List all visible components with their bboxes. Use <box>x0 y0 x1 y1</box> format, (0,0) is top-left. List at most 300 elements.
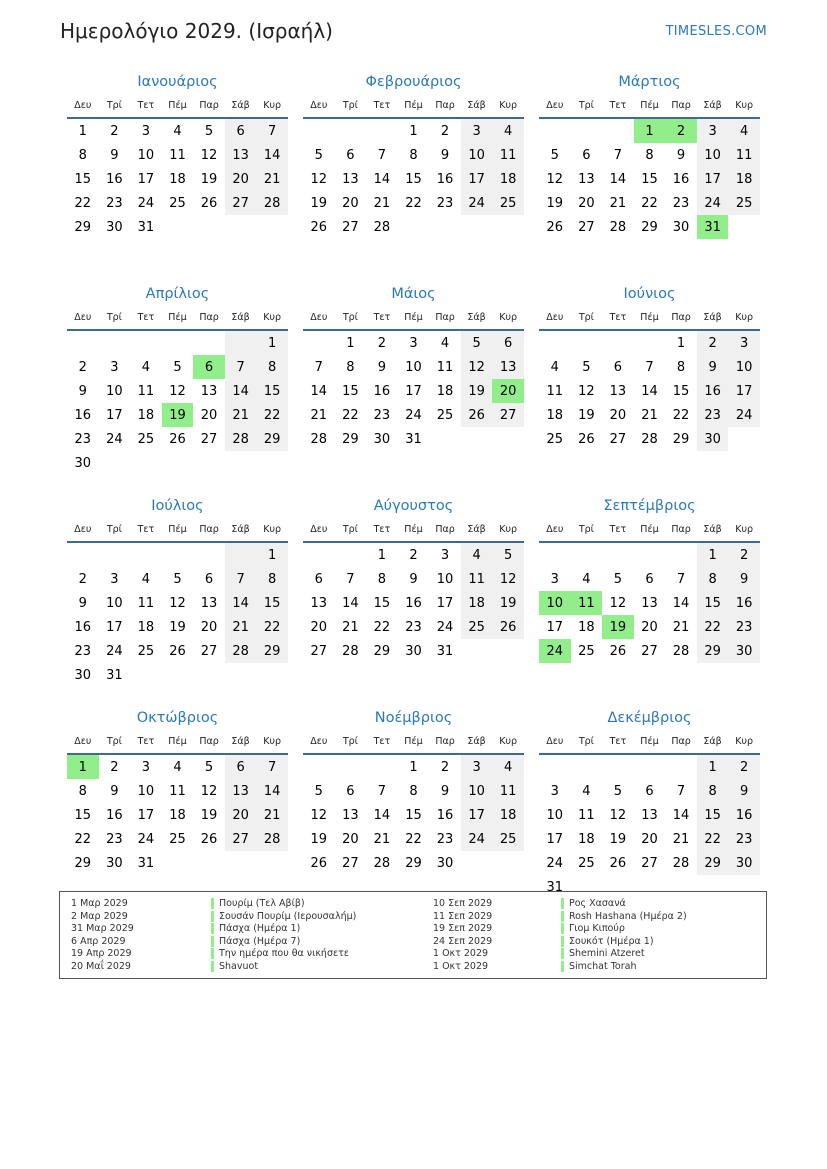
day-cell[interactable]: 20 <box>225 167 257 191</box>
day-cell[interactable]: 19 <box>200 807 218 823</box>
day-cell[interactable]: 23 <box>106 195 123 211</box>
day-cell[interactable]: 26 <box>310 855 328 871</box>
day-cell[interactable]: 25 <box>137 431 155 447</box>
day-cell[interactable]: 1 <box>346 335 355 351</box>
day-cell[interactable]: 3 <box>461 754 493 779</box>
day-cell[interactable]: 29 <box>697 639 729 663</box>
day-cell[interactable]: 30 <box>728 851 760 875</box>
day-cell[interactable]: 23 <box>672 195 690 211</box>
day-cell[interactable]: 5 <box>582 359 591 375</box>
day-cell[interactable]: 16 <box>106 171 123 187</box>
day-cell[interactable]: 2 <box>697 330 729 355</box>
day-cell[interactable]: 25 <box>578 855 595 871</box>
day-cell[interactable]: 19 <box>310 831 328 847</box>
day-cell[interactable]: 22 <box>74 195 92 211</box>
day-cell[interactable]: 16 <box>74 619 92 635</box>
day-cell[interactable]: 7 <box>613 147 623 163</box>
day-cell[interactable]: 28 <box>672 643 690 659</box>
day-cell[interactable]: 10 <box>106 595 123 611</box>
day-cell[interactable]: 15 <box>74 171 92 187</box>
day-cell[interactable]: 25 <box>461 615 493 639</box>
day-cell[interactable]: 3 <box>141 759 151 775</box>
day-cell[interactable]: 24 <box>546 855 564 871</box>
day-cell[interactable]: 27 <box>225 191 257 215</box>
day-cell[interactable]: 2 <box>110 759 119 775</box>
day-cell[interactable]: 12 <box>200 147 218 163</box>
day-cell[interactable]: 21 <box>225 403 257 427</box>
day-cell[interactable]: 5 <box>173 571 182 587</box>
day-cell[interactable]: 9 <box>78 383 87 399</box>
day-cell[interactable]: 26 <box>310 219 328 235</box>
day-cell[interactable]: 24 <box>405 407 422 423</box>
day-cell[interactable]: 5 <box>204 123 214 139</box>
day-cell[interactable]: 25 <box>728 191 760 215</box>
day-cell[interactable]: 10 <box>137 147 155 163</box>
day-cell[interactable]: 15 <box>74 807 92 823</box>
day-cell[interactable]: 7 <box>256 118 288 143</box>
day-cell[interactable]: 30 <box>728 639 760 663</box>
day-cell[interactable]: 15 <box>405 171 422 187</box>
day-cell[interactable]: 10 <box>546 807 564 823</box>
day-cell[interactable]: 11 <box>492 779 524 803</box>
day-cell[interactable]: 18 <box>578 831 595 847</box>
day-cell[interactable]: 2 <box>728 754 760 779</box>
day-cell[interactable]: 10 <box>461 143 493 167</box>
day-cell[interactable]: 7 <box>225 355 257 379</box>
day-cell[interactable]: 22 <box>405 831 422 847</box>
day-cell[interactable]: 22 <box>256 403 288 427</box>
day-cell[interactable]: 1 <box>256 542 288 567</box>
day-cell[interactable]: 28 <box>641 431 658 447</box>
day-cell[interactable]: 23 <box>74 431 92 447</box>
day-cell[interactable]: 13 <box>492 355 524 379</box>
day-cell[interactable]: 19 <box>162 403 194 427</box>
day-cell[interactable]: 9 <box>377 359 387 375</box>
day-cell[interactable]: 12 <box>609 807 627 823</box>
day-cell[interactable]: 7 <box>645 359 654 375</box>
day-cell[interactable]: 8 <box>676 359 686 375</box>
day-cell[interactable]: 24 <box>106 431 123 447</box>
day-cell[interactable]: 17 <box>546 831 564 847</box>
day-cell[interactable]: 12 <box>310 807 328 823</box>
day-cell[interactable]: 25 <box>492 191 524 215</box>
day-cell[interactable]: 11 <box>169 783 186 799</box>
day-cell[interactable]: 3 <box>461 118 493 143</box>
day-cell[interactable]: 29 <box>256 427 288 451</box>
day-cell[interactable]: 14 <box>225 591 257 615</box>
day-cell[interactable]: 3 <box>728 330 760 355</box>
day-cell[interactable]: 11 <box>461 567 493 591</box>
day-cell[interactable]: 15 <box>641 171 658 187</box>
day-cell[interactable]: 9 <box>110 783 119 799</box>
day-cell[interactable]: 13 <box>342 171 359 187</box>
day-cell[interactable]: 22 <box>256 615 288 639</box>
day-cell[interactable]: 7 <box>377 783 387 799</box>
day-cell[interactable]: 15 <box>342 383 359 399</box>
day-cell[interactable]: 4 <box>728 118 760 143</box>
day-cell[interactable]: 9 <box>440 783 450 799</box>
day-cell[interactable]: 10 <box>539 591 571 615</box>
day-cell[interactable]: 5 <box>550 147 559 163</box>
day-cell[interactable]: 5 <box>613 783 623 799</box>
day-cell[interactable]: 10 <box>137 783 155 799</box>
day-cell[interactable]: 30 <box>74 455 92 471</box>
day-cell[interactable]: 3 <box>141 123 151 139</box>
day-cell[interactable]: 11 <box>578 807 595 823</box>
day-cell[interactable]: 31 <box>546 879 564 895</box>
brand-link[interactable]: TIMESLES.COM <box>665 24 767 39</box>
day-cell[interactable]: 19 <box>461 379 493 403</box>
day-cell[interactable]: 16 <box>728 591 760 615</box>
day-cell[interactable]: 2 <box>78 359 87 375</box>
day-cell[interactable]: 19 <box>609 831 627 847</box>
day-cell[interactable]: 30 <box>74 667 92 683</box>
day-cell[interactable]: 20 <box>310 619 328 635</box>
day-cell[interactable]: 14 <box>342 595 359 611</box>
day-cell[interactable]: 25 <box>578 643 595 659</box>
day-cell[interactable]: 2 <box>440 759 450 775</box>
day-cell[interactable]: 30 <box>672 219 690 235</box>
day-cell[interactable]: 14 <box>373 807 391 823</box>
day-cell[interactable]: 23 <box>74 643 92 659</box>
day-cell[interactable]: 26 <box>200 831 218 847</box>
day-cell[interactable]: 10 <box>697 143 729 167</box>
day-cell[interactable]: 27 <box>200 643 218 659</box>
day-cell[interactable]: 7 <box>346 571 355 587</box>
day-cell[interactable]: 14 <box>641 383 658 399</box>
day-cell[interactable]: 8 <box>409 147 418 163</box>
day-cell[interactable]: 26 <box>546 219 564 235</box>
day-cell[interactable]: 18 <box>169 807 186 823</box>
day-cell[interactable]: 13 <box>200 383 218 399</box>
day-cell[interactable]: 22 <box>405 195 422 211</box>
day-cell[interactable]: 24 <box>137 195 155 211</box>
day-cell[interactable]: 17 <box>461 167 493 191</box>
day-cell[interactable]: 20 <box>641 831 658 847</box>
day-cell[interactable]: 7 <box>314 359 323 375</box>
day-cell[interactable]: 14 <box>373 171 391 187</box>
day-cell[interactable]: 22 <box>672 407 690 423</box>
day-cell[interactable]: 29 <box>373 643 391 659</box>
day-cell[interactable]: 13 <box>641 595 658 611</box>
day-cell[interactable]: 14 <box>256 143 288 167</box>
day-cell[interactable]: 13 <box>578 171 595 187</box>
day-cell[interactable]: 9 <box>728 567 760 591</box>
day-cell[interactable]: 26 <box>461 403 493 427</box>
day-cell[interactable]: 22 <box>697 615 729 639</box>
day-cell[interactable]: 21 <box>225 615 257 639</box>
day-cell[interactable]: 15 <box>405 807 422 823</box>
day-cell[interactable]: 12 <box>461 355 493 379</box>
day-cell[interactable]: 8 <box>78 147 87 163</box>
day-cell[interactable]: 23 <box>405 619 422 635</box>
day-cell[interactable]: 10 <box>436 571 454 587</box>
day-cell[interactable]: 12 <box>609 595 627 611</box>
day-cell[interactable]: 6 <box>613 359 623 375</box>
day-cell[interactable]: 8 <box>697 567 729 591</box>
day-cell[interactable]: 17 <box>461 803 493 827</box>
day-cell[interactable]: 2 <box>409 547 418 563</box>
day-cell[interactable]: 24 <box>436 619 454 635</box>
day-cell[interactable]: 6 <box>225 754 257 779</box>
day-cell[interactable]: 23 <box>728 615 760 639</box>
day-cell[interactable]: 12 <box>546 171 564 187</box>
day-cell[interactable]: 22 <box>697 827 729 851</box>
day-cell[interactable]: 9 <box>676 147 686 163</box>
day-cell[interactable]: 3 <box>440 547 450 563</box>
day-cell[interactable]: 9 <box>409 571 418 587</box>
day-cell[interactable]: 9 <box>78 595 87 611</box>
day-cell[interactable]: 28 <box>310 431 328 447</box>
day-cell[interactable]: 7 <box>377 147 387 163</box>
day-cell[interactable]: 5 <box>314 147 323 163</box>
day-cell[interactable]: 9 <box>440 147 450 163</box>
day-cell[interactable]: 1 <box>697 754 729 779</box>
day-cell[interactable]: 29 <box>641 219 658 235</box>
day-cell[interactable]: 31 <box>137 219 155 235</box>
day-cell[interactable]: 29 <box>672 431 690 447</box>
day-cell[interactable]: 4 <box>550 359 559 375</box>
day-cell[interactable]: 20 <box>578 195 595 211</box>
day-cell[interactable]: 18 <box>546 407 564 423</box>
day-cell[interactable]: 27 <box>641 855 658 871</box>
day-cell[interactable]: 26 <box>609 643 627 659</box>
day-cell[interactable]: 4 <box>440 335 450 351</box>
day-cell[interactable]: 18 <box>492 803 524 827</box>
day-cell[interactable]: 6 <box>582 147 591 163</box>
day-cell[interactable]: 20 <box>225 803 257 827</box>
day-cell[interactable]: 8 <box>377 571 387 587</box>
day-cell[interactable]: 30 <box>106 855 123 871</box>
day-cell[interactable]: 1 <box>634 118 666 143</box>
day-cell[interactable]: 4 <box>461 542 493 567</box>
day-cell[interactable]: 18 <box>728 167 760 191</box>
day-cell[interactable]: 25 <box>169 831 186 847</box>
day-cell[interactable]: 17 <box>546 619 564 635</box>
day-cell[interactable]: 21 <box>373 831 391 847</box>
day-cell[interactable]: 16 <box>436 807 454 823</box>
day-cell[interactable]: 6 <box>225 118 257 143</box>
day-cell[interactable]: 12 <box>169 383 186 399</box>
day-cell[interactable]: 15 <box>373 595 391 611</box>
day-cell[interactable]: 5 <box>461 330 493 355</box>
day-cell[interactable]: 13 <box>641 807 658 823</box>
day-cell[interactable]: 1 <box>78 123 87 139</box>
day-cell[interactable]: 26 <box>169 643 186 659</box>
day-cell[interactable]: 20 <box>609 407 627 423</box>
day-cell[interactable]: 9 <box>110 147 119 163</box>
day-cell[interactable]: 22 <box>373 619 391 635</box>
day-cell[interactable]: 24 <box>106 643 123 659</box>
day-cell[interactable]: 6 <box>346 783 355 799</box>
day-cell[interactable]: 17 <box>137 171 155 187</box>
day-cell[interactable]: 26 <box>169 431 186 447</box>
day-cell[interactable]: 4 <box>492 118 524 143</box>
day-cell[interactable]: 25 <box>169 195 186 211</box>
day-cell[interactable]: 28 <box>256 191 288 215</box>
day-cell[interactable]: 22 <box>641 195 658 211</box>
day-cell[interactable]: 7 <box>225 567 257 591</box>
day-cell[interactable]: 21 <box>256 803 288 827</box>
day-cell[interactable]: 29 <box>342 431 359 447</box>
day-cell[interactable]: 23 <box>373 407 391 423</box>
day-cell[interactable]: 8 <box>256 567 288 591</box>
day-cell[interactable]: 13 <box>342 807 359 823</box>
day-cell[interactable]: 5 <box>613 571 623 587</box>
day-cell[interactable]: 21 <box>672 619 690 635</box>
day-cell[interactable]: 31 <box>697 215 729 239</box>
day-cell[interactable]: 6 <box>492 330 524 355</box>
day-cell[interactable]: 6 <box>204 571 214 587</box>
day-cell[interactable]: 18 <box>137 407 155 423</box>
day-cell[interactable]: 22 <box>342 407 359 423</box>
day-cell[interactable]: 21 <box>342 619 359 635</box>
day-cell[interactable]: 6 <box>645 783 654 799</box>
day-cell[interactable]: 27 <box>200 431 218 447</box>
day-cell[interactable]: 29 <box>405 855 422 871</box>
day-cell[interactable]: 12 <box>492 567 524 591</box>
day-cell[interactable]: 16 <box>436 171 454 187</box>
day-cell[interactable]: 22 <box>74 831 92 847</box>
day-cell[interactable]: 13 <box>225 779 257 803</box>
day-cell[interactable]: 27 <box>225 827 257 851</box>
day-cell[interactable]: 8 <box>78 783 87 799</box>
day-cell[interactable]: 23 <box>106 831 123 847</box>
day-cell[interactable]: 8 <box>346 359 355 375</box>
day-cell[interactable]: 4 <box>492 754 524 779</box>
day-cell[interactable]: 11 <box>492 143 524 167</box>
day-cell[interactable]: 15 <box>697 591 729 615</box>
day-cell[interactable]: 28 <box>609 219 627 235</box>
day-cell[interactable]: 20 <box>641 619 658 635</box>
day-cell[interactable]: 17 <box>106 407 123 423</box>
day-cell[interactable]: 30 <box>106 219 123 235</box>
day-cell[interactable]: 23 <box>436 831 454 847</box>
day-cell[interactable]: 3 <box>409 335 418 351</box>
day-cell[interactable]: 23 <box>436 195 454 211</box>
day-cell[interactable]: 19 <box>492 591 524 615</box>
day-cell[interactable]: 26 <box>492 615 524 639</box>
day-cell[interactable]: 6 <box>346 147 355 163</box>
day-cell[interactable]: 17 <box>106 619 123 635</box>
day-cell[interactable]: 26 <box>578 431 595 447</box>
day-cell[interactable]: 19 <box>602 615 634 639</box>
day-cell[interactable]: 11 <box>137 383 155 399</box>
day-cell[interactable]: 24 <box>461 827 493 851</box>
day-cell[interactable]: 24 <box>137 831 155 847</box>
day-cell[interactable]: 19 <box>310 195 328 211</box>
day-cell[interactable]: 16 <box>728 803 760 827</box>
day-cell[interactable]: 24 <box>461 191 493 215</box>
day-cell[interactable]: 1 <box>67 754 99 779</box>
day-cell[interactable]: 27 <box>609 431 627 447</box>
day-cell[interactable]: 5 <box>204 759 214 775</box>
day-cell[interactable]: 3 <box>110 359 119 375</box>
day-cell[interactable]: 30 <box>405 643 422 659</box>
day-cell[interactable]: 1 <box>676 335 686 351</box>
day-cell[interactable]: 12 <box>310 171 328 187</box>
day-cell[interactable]: 17 <box>436 595 454 611</box>
day-cell[interactable]: 14 <box>672 595 690 611</box>
day-cell[interactable]: 1 <box>409 759 418 775</box>
day-cell[interactable]: 12 <box>578 383 595 399</box>
day-cell[interactable]: 28 <box>342 643 359 659</box>
day-cell[interactable]: 16 <box>697 379 729 403</box>
day-cell[interactable]: 18 <box>461 591 493 615</box>
day-cell[interactable]: 15 <box>256 379 288 403</box>
day-cell[interactable]: 25 <box>436 407 454 423</box>
day-cell[interactable]: 19 <box>169 619 186 635</box>
day-cell[interactable]: 27 <box>578 219 595 235</box>
day-cell[interactable]: 13 <box>609 383 627 399</box>
day-cell[interactable]: 16 <box>672 171 690 187</box>
day-cell[interactable]: 19 <box>546 195 564 211</box>
day-cell[interactable]: 14 <box>609 171 627 187</box>
day-cell[interactable]: 8 <box>409 783 418 799</box>
day-cell[interactable]: 25 <box>492 827 524 851</box>
day-cell[interactable]: 20 <box>342 195 359 211</box>
day-cell[interactable]: 12 <box>200 783 218 799</box>
day-cell[interactable]: 16 <box>373 383 391 399</box>
day-cell[interactable]: 15 <box>256 591 288 615</box>
day-cell[interactable]: 19 <box>200 171 218 187</box>
day-cell[interactable]: 15 <box>697 803 729 827</box>
day-cell[interactable]: 27 <box>342 219 359 235</box>
day-cell[interactable]: 3 <box>550 571 559 587</box>
day-cell[interactable]: 29 <box>697 851 729 875</box>
day-cell[interactable]: 3 <box>550 783 559 799</box>
day-cell[interactable]: 12 <box>169 595 186 611</box>
day-cell[interactable]: 4 <box>141 359 151 375</box>
day-cell[interactable]: 4 <box>582 571 591 587</box>
day-cell[interactable]: 5 <box>314 783 323 799</box>
day-cell[interactable]: 17 <box>697 167 729 191</box>
day-cell[interactable]: 21 <box>609 195 627 211</box>
day-cell[interactable]: 20 <box>342 831 359 847</box>
day-cell[interactable]: 17 <box>137 807 155 823</box>
day-cell[interactable]: 31 <box>106 667 123 683</box>
day-cell[interactable]: 14 <box>256 779 288 803</box>
day-cell[interactable]: 28 <box>256 827 288 851</box>
day-cell[interactable]: 2 <box>110 123 119 139</box>
day-cell[interactable]: 4 <box>173 123 182 139</box>
day-cell[interactable]: 24 <box>697 191 729 215</box>
day-cell[interactable]: 29 <box>256 639 288 663</box>
day-cell[interactable]: 8 <box>645 147 654 163</box>
day-cell[interactable]: 14 <box>672 807 690 823</box>
day-cell[interactable]: 25 <box>137 643 155 659</box>
day-cell[interactable]: 31 <box>436 643 454 659</box>
day-cell[interactable]: 24 <box>539 639 571 663</box>
day-cell[interactable]: 13 <box>310 595 328 611</box>
day-cell[interactable]: 13 <box>200 595 218 611</box>
day-cell[interactable]: 4 <box>141 571 151 587</box>
day-cell[interactable]: 18 <box>436 383 454 399</box>
day-cell[interactable]: 28 <box>672 855 690 871</box>
day-cell[interactable]: 3 <box>110 571 119 587</box>
day-cell[interactable]: 14 <box>310 383 328 399</box>
day-cell[interactable]: 28 <box>373 855 391 871</box>
day-cell[interactable]: 29 <box>74 855 92 871</box>
day-cell[interactable]: 2 <box>377 335 387 351</box>
day-cell[interactable]: 11 <box>546 383 564 399</box>
day-cell[interactable]: 3 <box>697 118 729 143</box>
day-cell[interactable]: 2 <box>440 123 450 139</box>
day-cell[interactable]: 6 <box>193 355 225 379</box>
day-cell[interactable]: 27 <box>641 643 658 659</box>
day-cell[interactable]: 20 <box>200 619 218 635</box>
day-cell[interactable]: 29 <box>74 219 92 235</box>
